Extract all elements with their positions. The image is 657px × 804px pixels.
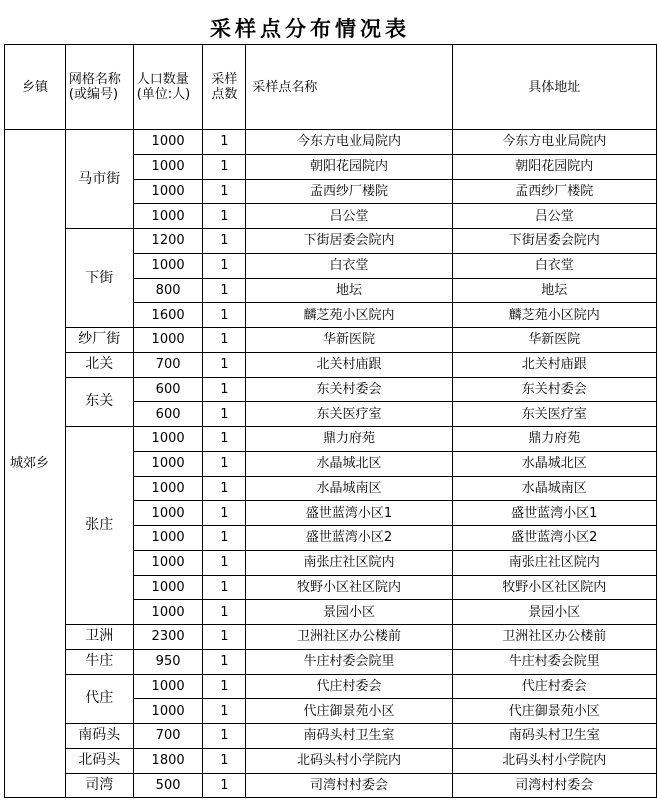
- population-cell: 700: [133, 724, 203, 749]
- header-population: 人口数量(单位:人): [133, 45, 203, 130]
- site-name-cell: 牧野小区社区院内: [246, 575, 452, 600]
- site-name-cell: 麟芝苑小区院内: [246, 303, 452, 328]
- address-cell: 代庄村委会: [452, 674, 656, 699]
- address-cell: 南张庄社区院内: [452, 550, 656, 575]
- address-cell: 地坛: [452, 278, 656, 303]
- site-name-cell: 吕公堂: [246, 204, 452, 229]
- address-cell: 华新医院: [452, 328, 656, 353]
- address-cell: 牧野小区社区院内: [452, 575, 656, 600]
- address-cell: 司湾村村委会: [452, 773, 656, 798]
- grid-cell: 东关: [65, 377, 133, 427]
- address-cell: 北关村庙跟: [452, 352, 656, 377]
- population-cell: 1000: [133, 699, 203, 724]
- site-name-cell: 景园小区: [246, 600, 452, 625]
- population-cell: 1000: [133, 328, 203, 353]
- sample-count-cell: 1: [203, 303, 246, 328]
- sample-count-cell: 1: [203, 699, 246, 724]
- site-name-cell: 司湾村村委会: [246, 773, 452, 798]
- table-row: [5, 427, 657, 452]
- population-cell: 600: [133, 377, 203, 402]
- sample-count-cell: 1: [203, 204, 246, 229]
- sampling-sites-table: [4, 44, 657, 798]
- grid-cell: 代庄: [65, 674, 133, 724]
- address-cell: 白衣堂: [452, 253, 656, 278]
- header-address: 具体地址: [452, 45, 656, 130]
- population-cell: 500: [133, 773, 203, 798]
- sample-count-cell: 1: [203, 451, 246, 476]
- sample-count-cell: 1: [203, 526, 246, 551]
- site-name-cell: 朝阳花园院内: [246, 154, 452, 179]
- township-cell: 城郊乡: [5, 130, 66, 798]
- grid-cell: 张庄: [65, 427, 133, 625]
- population-cell: 1000: [133, 674, 203, 699]
- address-cell: 盛世蓝湾小区1: [452, 501, 656, 526]
- population-cell: 1600: [133, 303, 203, 328]
- address-cell: 东关医疗室: [452, 402, 656, 427]
- table-row: [5, 377, 657, 402]
- population-cell: 1000: [133, 204, 203, 229]
- population-cell: 1000: [133, 526, 203, 551]
- site-name-cell: 今东方电业局院内: [246, 130, 452, 155]
- header-site-name: 采样点名称: [246, 45, 452, 130]
- population-cell: 1800: [133, 748, 203, 773]
- sample-count-cell: 1: [203, 154, 246, 179]
- site-name-cell: 地坛: [246, 278, 452, 303]
- population-cell: 1000: [133, 575, 203, 600]
- sample-count-cell: 1: [203, 130, 246, 155]
- site-name-cell: 东关医疗室: [246, 402, 452, 427]
- population-cell: 1000: [133, 130, 203, 155]
- sample-count-cell: 1: [203, 427, 246, 452]
- address-cell: 盛世蓝湾小区2: [452, 526, 656, 551]
- sample-count-cell: 1: [203, 600, 246, 625]
- sample-count-cell: 1: [203, 253, 246, 278]
- address-cell: 麟芝苑小区院内: [452, 303, 656, 328]
- site-name-cell: 东关村委会: [246, 377, 452, 402]
- site-name-cell: 北关村庙跟: [246, 352, 452, 377]
- population-cell: 950: [133, 649, 203, 674]
- address-cell: 水晶城南区: [452, 476, 656, 501]
- population-cell: 2300: [133, 625, 203, 650]
- population-cell: 1000: [133, 550, 203, 575]
- population-cell: 600: [133, 402, 203, 427]
- site-name-cell: 华新医院: [246, 328, 452, 353]
- site-name-cell: 孟西纱厂楼院: [246, 179, 452, 204]
- sample-count-cell: 1: [203, 229, 246, 254]
- grid-cell: 纱厂街: [65, 328, 133, 353]
- population-cell: 1000: [133, 476, 203, 501]
- population-cell: 1000: [133, 501, 203, 526]
- address-cell: 代庄御景苑小区: [452, 699, 656, 724]
- sample-count-cell: 1: [203, 278, 246, 303]
- table-row: [5, 724, 657, 749]
- grid-cell: 牛庄: [65, 649, 133, 674]
- sample-count-cell: 1: [203, 773, 246, 798]
- address-cell: 今东方电业局院内: [452, 130, 656, 155]
- table-row: [5, 625, 657, 650]
- population-cell: 1000: [133, 427, 203, 452]
- address-cell: 南码头村卫生室: [452, 724, 656, 749]
- site-name-cell: 水晶城北区: [246, 451, 452, 476]
- sample-count-cell: 1: [203, 674, 246, 699]
- address-cell: 孟西纱厂楼院: [452, 179, 656, 204]
- population-cell: 1000: [133, 451, 203, 476]
- site-name-cell: 鼎力府苑: [246, 427, 452, 452]
- sample-count-cell: 1: [203, 476, 246, 501]
- table-row: [5, 130, 657, 155]
- table-header: [5, 45, 657, 130]
- address-cell: 下街居委会院内: [452, 229, 656, 254]
- population-cell: 1200: [133, 229, 203, 254]
- address-cell: 水晶城北区: [452, 451, 656, 476]
- sample-count-cell: 1: [203, 328, 246, 353]
- sample-count-cell: 1: [203, 550, 246, 575]
- header-township: 乡镇: [5, 45, 66, 130]
- sample-count-cell: 1: [203, 575, 246, 600]
- address-cell: 牛庄村委会院里: [452, 649, 656, 674]
- population-cell: 1000: [133, 600, 203, 625]
- grid-cell: 北关: [65, 352, 133, 377]
- sample-count-cell: 1: [203, 501, 246, 526]
- sample-count-cell: 1: [203, 179, 246, 204]
- grid-cell: 卫洲: [65, 625, 133, 650]
- population-cell: 1000: [133, 154, 203, 179]
- site-name-cell: 水晶城南区: [246, 476, 452, 501]
- sample-count-cell: 1: [203, 625, 246, 650]
- population-cell: 1000: [133, 253, 203, 278]
- address-cell: 朝阳花园院内: [452, 154, 656, 179]
- sample-count-cell: 1: [203, 724, 246, 749]
- table-row: [5, 748, 657, 773]
- population-cell: 1000: [133, 179, 203, 204]
- site-name-cell: 南张庄社区院内: [246, 550, 452, 575]
- table-row: [5, 328, 657, 353]
- page-title: 采样点分布情况表: [210, 16, 410, 41]
- header-sample-count: 采样点数: [203, 45, 246, 130]
- grid-cell: 北码头: [65, 748, 133, 773]
- sample-count-cell: 1: [203, 352, 246, 377]
- site-name-cell: 盛世蓝湾小区2: [246, 526, 452, 551]
- header-grid: 网格名称(或编号): [65, 45, 133, 130]
- table-row: [5, 352, 657, 377]
- table-row: [5, 649, 657, 674]
- site-name-cell: 下街居委会院内: [246, 229, 452, 254]
- address-cell: 卫洲社区办公楼前: [452, 625, 656, 650]
- address-cell: 东关村委会: [452, 377, 656, 402]
- grid-cell: 下街: [65, 229, 133, 328]
- grid-cell: 南码头: [65, 724, 133, 749]
- address-cell: 北码头村小学院内: [452, 748, 656, 773]
- site-name-cell: 卫洲社区办公楼前: [246, 625, 452, 650]
- site-name-cell: 牛庄村委会院里: [246, 649, 452, 674]
- address-cell: 吕公堂: [452, 204, 656, 229]
- address-cell: 景园小区: [452, 600, 656, 625]
- sample-count-cell: 1: [203, 649, 246, 674]
- site-name-cell: 代庄御景苑小区: [246, 699, 452, 724]
- sample-count-cell: 1: [203, 402, 246, 427]
- site-name-cell: 盛世蓝湾小区1: [246, 501, 452, 526]
- table-row: [5, 674, 657, 699]
- population-cell: 700: [133, 352, 203, 377]
- grid-cell: 马市街: [65, 130, 133, 229]
- grid-cell: 司湾: [65, 773, 133, 798]
- site-name-cell: 代庄村委会: [246, 674, 452, 699]
- site-name-cell: 白衣堂: [246, 253, 452, 278]
- population-cell: 800: [133, 278, 203, 303]
- site-name-cell: 南码头村卫生室: [246, 724, 452, 749]
- sample-count-cell: 1: [203, 377, 246, 402]
- table-row: [5, 773, 657, 798]
- sample-count-cell: 1: [203, 748, 246, 773]
- address-cell: 鼎力府苑: [452, 427, 656, 452]
- table-row: [5, 229, 657, 254]
- site-name-cell: 北码头村小学院内: [246, 748, 452, 773]
- table-body: [5, 130, 657, 798]
